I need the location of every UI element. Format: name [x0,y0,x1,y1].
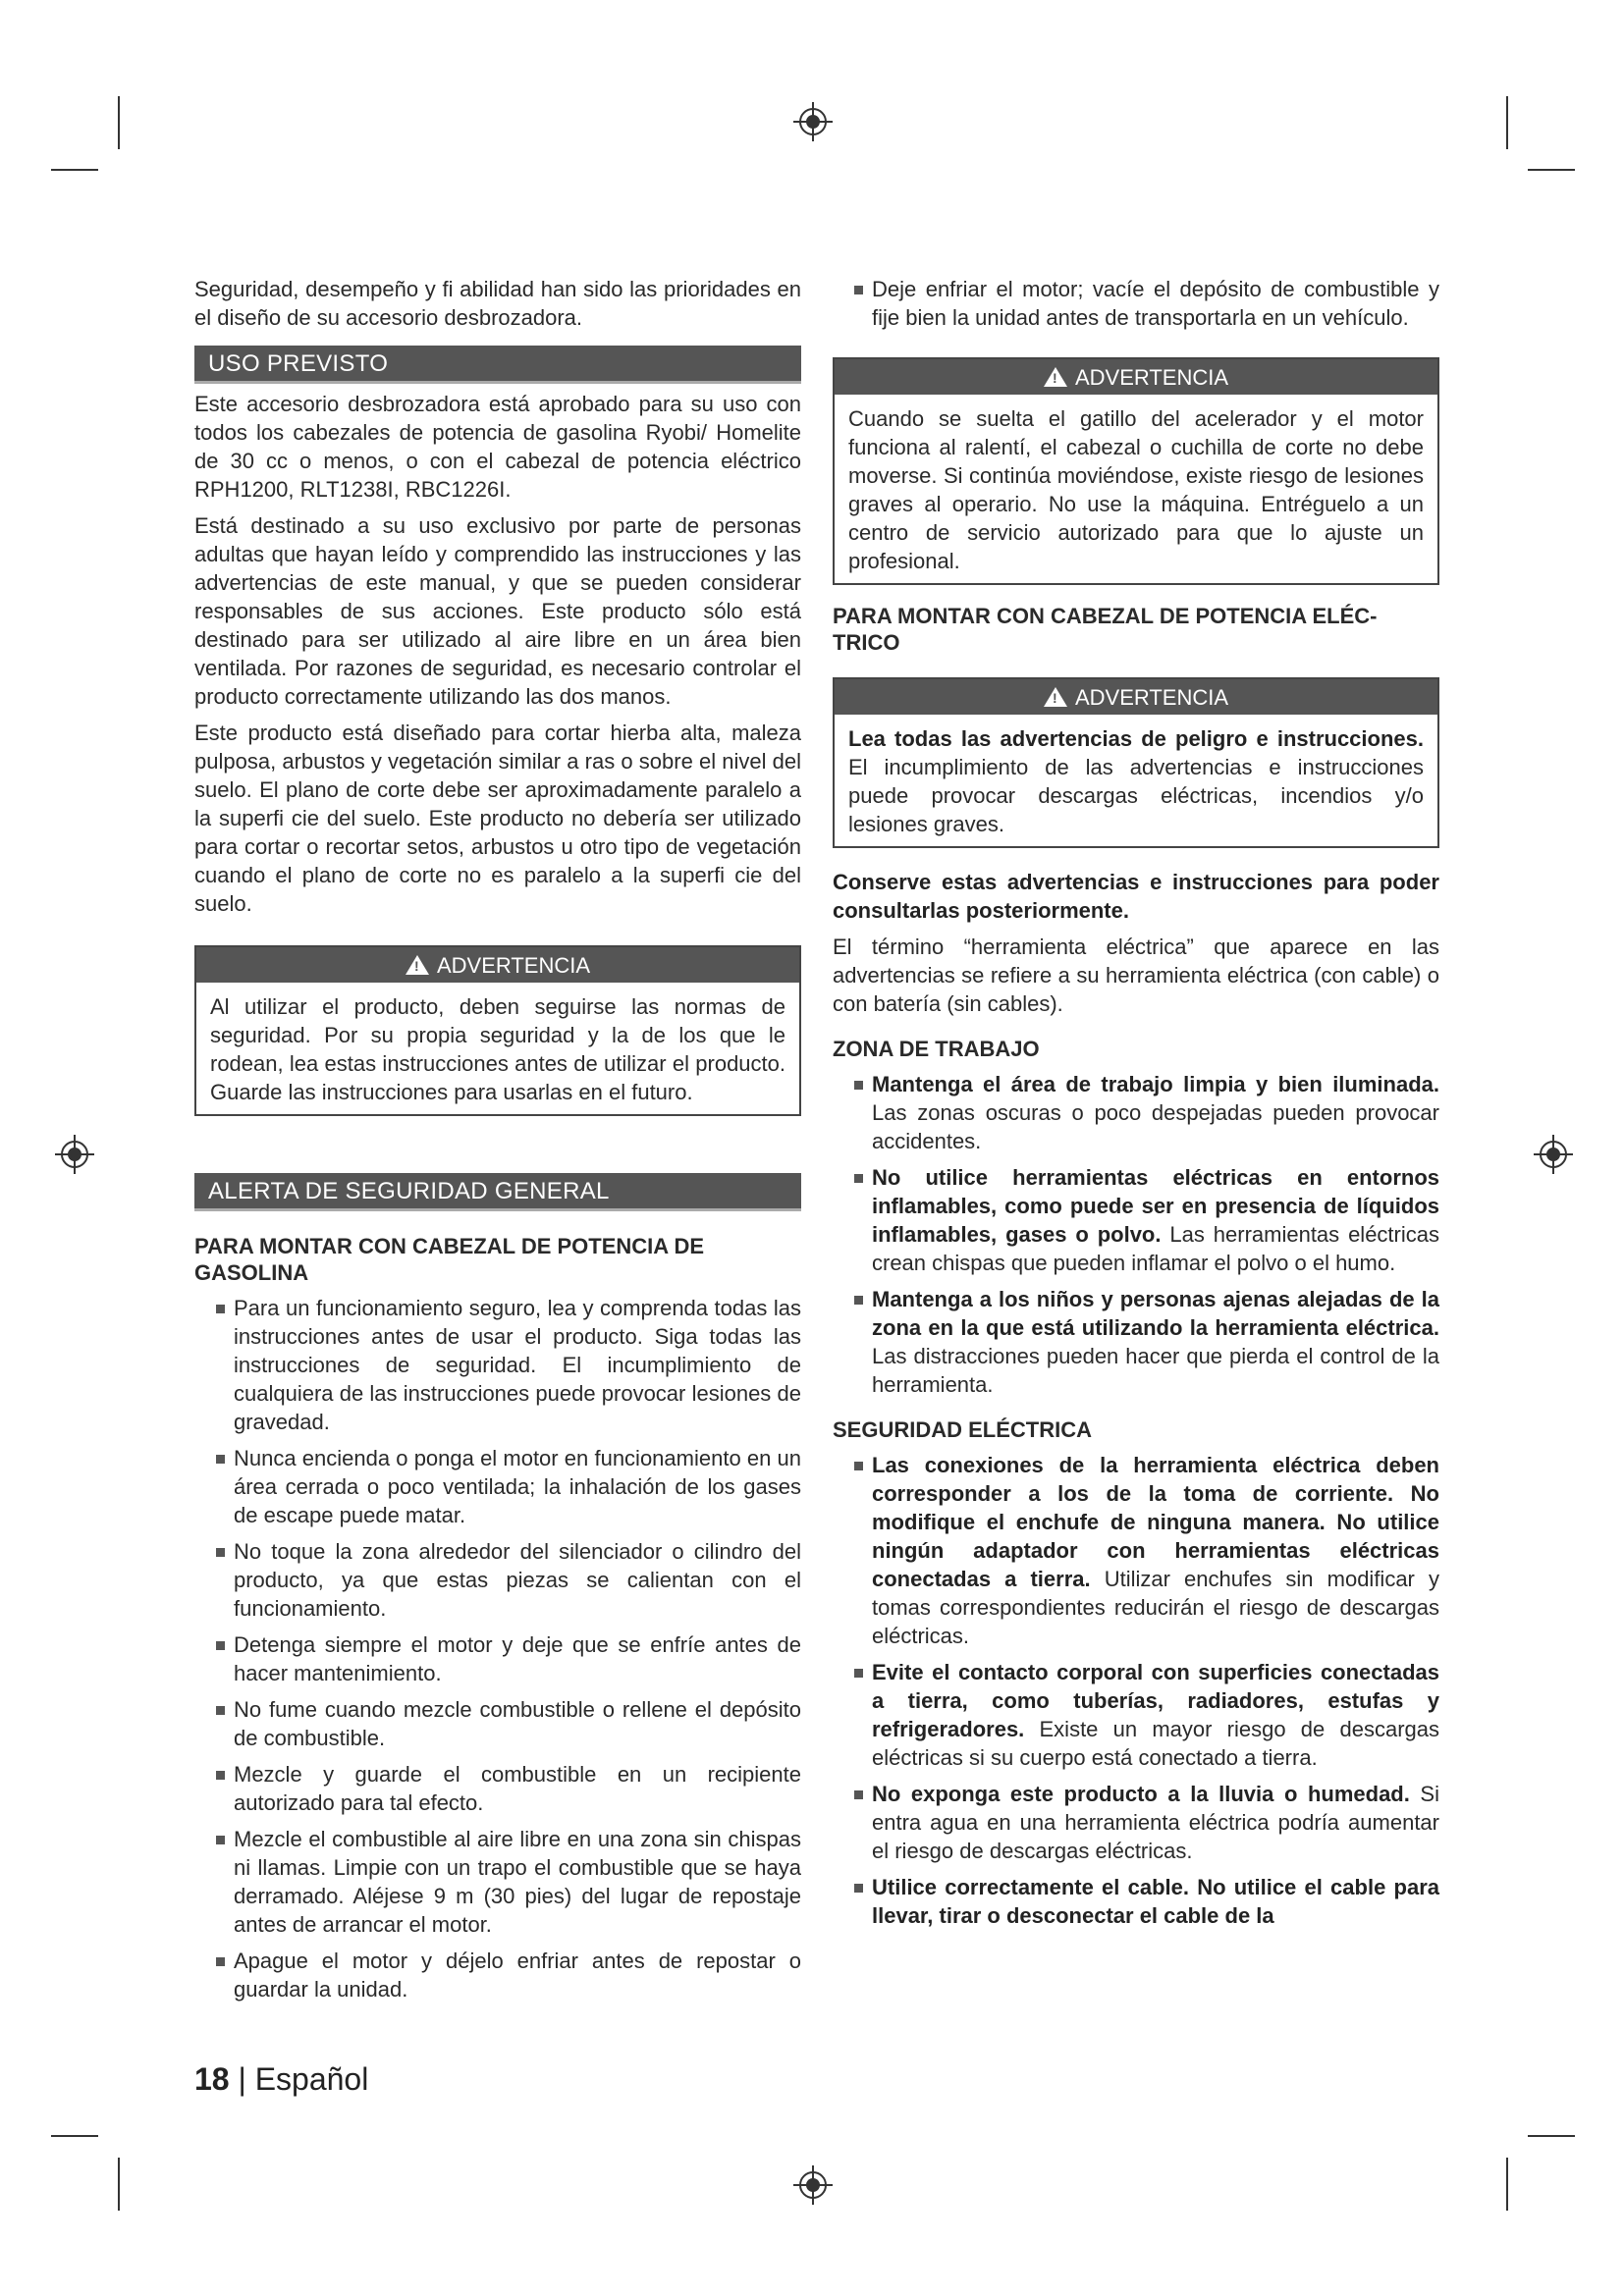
warning-box [833,677,1439,848]
crop-mark [118,96,120,149]
zona-list [833,1070,1439,1399]
list-item: Para un funcionamiento seguro, lea y comprenda todas las instrucciones antes de usar el producto. Siga todas las instrucciones de seguridad. El incumplimiento de cualquiera de las instrucciones puede provocar lesiones de gravedad. [194,1294,801,1436]
gasoline-heading: PARA MONTAR CON CABEZAL DE POTENCIA DE GASOLINA [194,1234,705,1285]
termino-paragraph: El término “herramienta eléctrica” que aparece en las advertencias se refiere a su herramienta eléctrica (con cable) o con batería (sin cables). [833,934,1439,1016]
warning-header: !ADVERTENCIA [196,947,799,983]
electrica-heading: SEGURIDAD ELÉCTRICA [833,1417,1093,1442]
list-item: Utilice correctamente el cable. No utilice el cable para llevar, tirar o desconectar el cable de la [833,1873,1439,1930]
crop-mark [51,169,98,171]
list-item: Deje enfriar el motor; vacíe el depósito de combustible y fije bien la unidad antes de transportarla en un vehículo. [833,275,1439,332]
section-header-uso-previsto: USO PREVISTO [194,346,801,384]
electrica-list [833,1451,1439,1930]
warning-triangle-icon [1044,367,1067,387]
page-number: 18 [194,2061,230,2097]
list-item: Mezcle y guarde el combustible en un recipiente autorizado para tal efecto. [194,1760,801,1817]
gasoline-safety-list [194,1294,801,2003]
warning-header: !ADVERTENCIA [835,679,1437,715]
list-item: Evite el contacto corporal con superficies conectadas a tierra, como tuberías, radiadores, estufas y refrigeradores. Existe un mayor riesgo de descargas eléctricas si su cuerpo está conectado a tierra. [833,1658,1439,1772]
list-item: Mezcle el combustible al aire libre en una zona sin chispas ni llamas. Limpie con un trapo el combustible que se haya derramado. Aléjese 9 m (30 pies) del lugar de repostaje antes de arrancar el motor. [194,1825,801,1939]
electric-heading: PARA MONTAR CON CABEZAL DE POTENCIA ELÉC-TRICO [833,604,1378,655]
warning-text: Lea todas las advertencias de peligro e instrucciones. El incumplimiento de las advertencias e instrucciones puede provocar descargas eléctricas, incendios y/o lesiones graves. [848,726,1424,836]
registration-mark-icon [791,2163,835,2207]
warning-text: Al utilizar el producto, deben seguirse las normas de seguridad. Por su propia seguridad y la de los que le rodean, lea estas instrucciones antes de utilizar el producto. Guarde las instrucciones para usarlas en el futuro. [210,994,785,1104]
warning-text: Cuando se suelta el gatillo del acelerador y el motor funciona al ralentí, el cabezal o cuchilla de corte no debe moverse. Si continúa moviéndose, existe riesgo de lesiones graves al operario. No use la máquina. Entréguelo a un centro de servicio autorizado para que lo ajuste un profesional. [848,406,1424,573]
crop-mark [51,2135,98,2137]
list-item: Apague el motor y déjelo enfriar antes de repostar o guardar la unidad. [194,1947,801,2003]
right-column [833,275,1439,1938]
warning-header: !ADVERTENCIA [835,359,1437,395]
crop-mark [118,2158,120,2211]
registration-mark-icon [1532,1133,1575,1176]
list-item: Mantenga a los niños y personas ajenas alejadas de la zona en la que está utilizando la herramienta eléctrica. Las distracciones pueden hacer que pierda el control de la herramienta. [833,1285,1439,1399]
warning-box [194,945,801,1116]
list-item: No fume cuando mezcle combustible o rellene el depósito de combustible. [194,1695,801,1752]
warning-triangle-icon [1044,687,1067,707]
uso-previsto-paragraph: Este accesorio desbrozadora está aprobado para su uso con todos los cabezales de potencia de gasolina Ryobi/ Homelite de 30 cc o menos, o con el cabezal de potencia eléctrico RPH1200, RLT1238I, RBC1226I. [194,392,801,502]
uso-previsto-paragraph: Está destinado a su uso exclusivo por parte de personas adultas que hayan leído y comprendido las instrucciones y las advertencias de este manual, y que se pueden considerar responsables de sus acciones. Este producto sólo está destinado para ser utilizado al aire libre en un área bien ventilada. Por razones de seguridad, es necesario controlar el producto correctamente utilizando las dos manos. [194,513,801,709]
list-item: Mantenga el área de trabajo limpia y bien iluminada. Las zonas oscuras o poco despejadas pueden provocar accidentes. [833,1070,1439,1155]
crop-mark [1528,2135,1575,2137]
left-column [194,275,801,2011]
gasoline-safety-list-continued [833,275,1439,332]
crop-mark [1506,2158,1508,2211]
list-item: No toque la zona alrededor del silenciador o cilindro del producto, ya que estas piezas se calientan con el funcionamiento. [194,1537,801,1623]
footer-separator: | [229,2061,255,2097]
conserve-paragraph: Conserve estas advertencias e instrucciones para poder consultarlas posteriormente. [833,870,1439,923]
list-item: No utilice herramientas eléctricas en entornos inflamables, como puede ser en presencia de líquidos inflamables, gases o polvo. Las herramientas eléctricas crean chispas que pueden inflamar el polvo o el humo. [833,1163,1439,1277]
crop-mark [1528,169,1575,171]
intro-paragraph: Seguridad, desempeño y fi abilidad han sido las prioridades en el diseño de su accesorio desbrozadora. [194,277,801,330]
list-item: Nunca encienda o ponga el motor en funcionamiento en un área cerrada o poco ventilada; la inhalación de los gases de escape puede matar. [194,1444,801,1529]
zona-heading: ZONA DE TRABAJO [833,1037,1040,1061]
list-item: Detenga siempre el motor y deje que se enfríe antes de hacer mantenimiento. [194,1630,801,1687]
list-item: No exponga este producto a la lluvia o humedad. Si entra agua en una herramienta eléctrica podría aumentar el riesgo de descargas eléctricas. [833,1780,1439,1865]
registration-mark-icon [53,1133,96,1176]
list-item: Las conexiones de la herramienta eléctrica deben corresponder a los de la toma de corriente. No modifique el enchufe de ninguna manera. No utilice ningún adaptador con herramientas eléctricas conectadas a tierra. Utilizar enchufes sin modificar y tomas correspondientes reducirán el riesgo de descargas eléctricas. [833,1451,1439,1650]
footer-language: Español [254,2061,369,2097]
crop-mark [1506,96,1508,149]
warning-box [833,357,1439,585]
registration-mark-icon [791,100,835,143]
warning-triangle-icon [406,955,429,975]
page-footer [194,2061,368,2097]
uso-previsto-paragraph: Este producto está diseñado para cortar hierba alta, maleza pulposa, arbustos y vegetación similar a ras o sobre el nivel del suelo. El plano de corte debe ser aproximadamente paralelo a la superfi cie del suelo. Este producto no debería ser utilizado para cortar o recortar setos, arbustos u otro tipo de vegetación cuando el plano de corte no es paralelo a la superfi cie del suelo. [194,721,801,916]
section-header-alerta: ALERTA DE SEGURIDAD GENERAL [194,1173,801,1211]
